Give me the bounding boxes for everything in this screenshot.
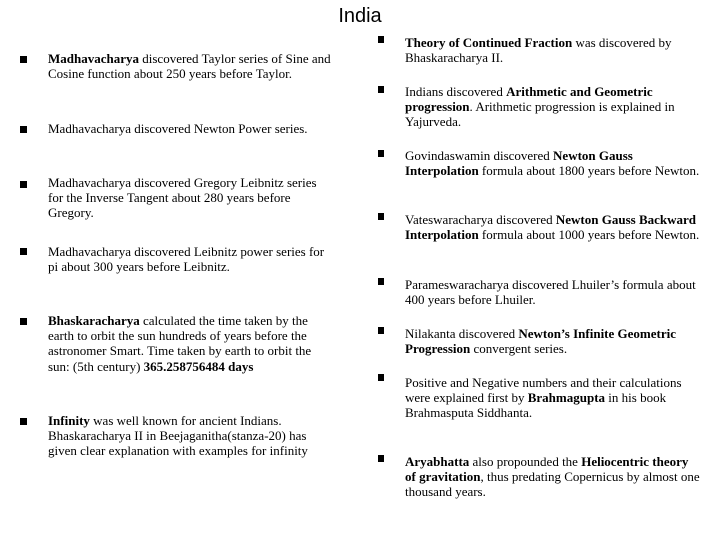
square-bullet-icon — [20, 248, 27, 255]
item-text-rest: formula about 1000 years before Newton. — [478, 227, 700, 243]
item-text: Positive and Negative numbers and their calculations were explained first by — [405, 375, 682, 406]
item-text: Madhavacharya discovered Leibnitz power series for pi about 300 years before Leibnitz. — [48, 244, 325, 275]
right-item-continued-fraction — [405, 35, 700, 65]
item-bold: Arithmetic and Geometric progression — [405, 84, 653, 115]
item-bold: Theory of Continued Fraction — [405, 35, 573, 50]
item-bold: Newton Gauss Interpolation — [405, 148, 633, 179]
item-text: Madhavacharya discovered Newton Power series. — [48, 121, 308, 136]
slide-title: India — [338, 5, 382, 27]
square-bullet-icon — [378, 36, 384, 43]
left-item-infinity — [48, 413, 333, 459]
item-bold: Newton’s Infinite Geometric Progression — [405, 326, 676, 357]
left-item-newton-power — [48, 121, 333, 136]
item-bold: Bhaskaracharya — [48, 313, 140, 328]
item-bold: Madhavacharya — [48, 51, 139, 66]
left-item-bhaskaracharya — [48, 313, 333, 374]
right-item-aryabhatta — [405, 454, 700, 500]
right-item-newton-gauss — [405, 148, 700, 178]
item-text: Vateswaracharya discovered — [405, 212, 556, 227]
left-item-taylor — [48, 51, 333, 81]
item-text: Parameswaracharya discovered Lhuiler’s formula about 400 years before Lhuiler. — [405, 277, 696, 308]
left-item-leibnitz — [48, 244, 333, 274]
square-bullet-icon — [378, 278, 384, 285]
item-text: Nilakanta discovered — [405, 326, 519, 341]
item-text: was discovered by Bhaskaracharya II. — [405, 35, 672, 66]
right-item-brahmagupta — [405, 375, 700, 421]
item-text: Govindaswamin discovered — [405, 148, 554, 163]
item-text: also propounded the — [469, 454, 582, 469]
right-item-backward-interpolation — [405, 212, 700, 242]
square-bullet-icon — [378, 327, 384, 334]
square-bullet-icon — [378, 374, 384, 381]
item-bold: Infinity — [48, 413, 90, 428]
item-text: was well known for ancient Indians. Bhaskaracharya II in Beejaganitha(stanza-20) has given clear explanation with examples for infinity — [48, 413, 308, 459]
item-bold: Aryabhatta — [405, 454, 470, 469]
item-text-rest: formula about 1800 years before Newton. — [478, 163, 700, 179]
square-bullet-icon — [378, 150, 384, 157]
item-text-rest: convergent series. — [470, 341, 568, 357]
item-text-rest: , thus predating Copernicus by almost one thousand years. — [405, 469, 700, 500]
square-bullet-icon — [378, 213, 384, 220]
square-bullet-icon — [20, 56, 27, 63]
item-bold: Brahmagupta — [527, 390, 606, 406]
item-bold-days: 365.258756484 days — [143, 358, 254, 374]
square-bullet-icon — [20, 126, 27, 133]
item-text: Indians discovered — [405, 84, 507, 99]
item-text-rest: . Arithmetic progression is explained in Yajurveda. — [405, 99, 675, 130]
item-text: Madhavacharya discovered Gregory Leibnitz series for the Inverse Tangent about 280 years before Gregory. — [48, 175, 317, 221]
right-item-nilakanta — [405, 326, 700, 356]
square-bullet-icon — [378, 455, 384, 462]
square-bullet-icon — [20, 418, 27, 425]
item-text-rest: in his book Brahmasputa Siddhanta. — [405, 390, 667, 421]
right-item-lhuiler — [405, 277, 700, 307]
item-bold-theory: Heliocentric theory of gravitation — [405, 454, 689, 485]
left-item-gregory — [48, 175, 333, 221]
square-bullet-icon — [378, 86, 384, 93]
square-bullet-icon — [20, 318, 27, 325]
right-item-progression — [405, 84, 700, 130]
item-bold: Newton Gauss Backward Interpolation — [405, 212, 696, 243]
square-bullet-icon — [20, 181, 27, 188]
item-text: calculated the time taken by the earth to orbit the sun hundreds of years before the astronomer Smart. Time taken by earth to orbit the sun: (5th century) — [48, 313, 312, 374]
item-text: discovered Taylor series of Sine and Cosine function about 250 years before Taylor. — [48, 51, 331, 82]
